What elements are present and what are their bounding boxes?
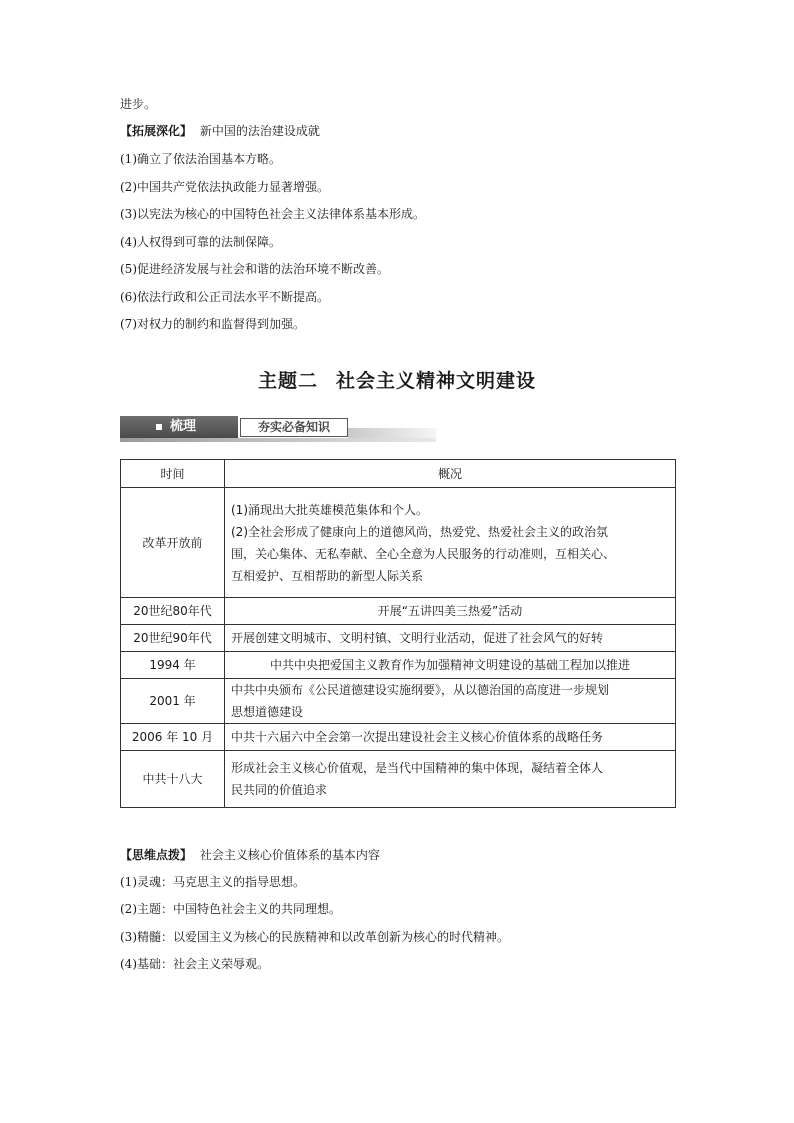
row-time: 改革开放前: [121, 488, 225, 598]
thinking-tag: 【思维点拨】: [120, 848, 193, 862]
description-line: 形成社会主义核心价值观，是当代中国精神的集中体现，凝结着全体人: [231, 761, 604, 775]
extension-title: 新中国的法治建设成就: [199, 124, 320, 138]
description-line: 开展“五讲四美三热爱”活动: [377, 604, 523, 618]
extension-item: (4)人权得到可靠的法制保障。: [120, 235, 281, 249]
section-banner: [120, 416, 436, 442]
extension-item: (1)确立了依法治国基本方略。: [120, 152, 281, 166]
description-line: 民共同的价值追求: [231, 783, 328, 797]
row-description: [225, 679, 676, 724]
table-row: [121, 652, 676, 679]
description-line: 互相爱护、互相帮助的新型人际关系: [231, 568, 424, 583]
description-line: 中共中央颁布《公民道德建设实施纲要》，从以德治国的高度进一步规划: [231, 683, 610, 697]
row-time: 2006 年 10 月: [121, 724, 225, 751]
thinking-item: (4)基础：社会主义荣辱观。: [120, 957, 269, 971]
description-line: 中共中央把爱国主义教育作为加强精神文明建设的基础工程加以推进: [269, 658, 630, 672]
table-row: [121, 679, 676, 724]
extension-item: (2)中国共产党依法执政能力显著增强。: [120, 180, 329, 194]
row-time: 2001 年: [121, 679, 225, 724]
description-line: 围，关心集体、无私奉献、全心全意为人民服务的行动准则，互相关心、: [231, 546, 616, 561]
thinking-item: (3)精髓：以爱国主义为核心的民族精神和以改革创新为核心的时代精神。: [120, 930, 510, 944]
section-title-number: 主题二: [257, 370, 318, 392]
extension-heading: [120, 123, 320, 139]
extension-item: (7)对权力的制约和监督得到加强。: [120, 317, 305, 331]
header-overview: 概况: [225, 460, 676, 488]
description-line: 开展创建文明城市、文明村镇、文明行业活动，促进了社会风气的好转: [231, 631, 604, 645]
thinking-item: (1)灵魂：马克思主义的指导思想。: [120, 875, 305, 889]
extension-item: (5)促进经济发展与社会和谐的法治环境不断改善。: [120, 262, 389, 276]
row-description: [225, 598, 676, 625]
row-time: 20世纪80年代: [121, 598, 225, 625]
extension-tag: 【拓展深化】: [120, 124, 193, 138]
history-table: [120, 459, 676, 808]
table-row: [121, 598, 676, 625]
table-header-row: [121, 460, 676, 488]
row-description: [225, 652, 676, 679]
row-description: [225, 488, 676, 598]
banner-dark-bar: [120, 416, 238, 438]
square-bullet-icon: [156, 424, 162, 430]
continuation-text: 进步。: [120, 97, 157, 111]
description-line: 中共十六届六中全会第一次提出建设社会主义核心价值体系的战略任务: [231, 730, 604, 744]
row-description: [225, 625, 676, 652]
banner-underline: [120, 438, 436, 442]
row-time: 20世纪90年代: [121, 625, 225, 652]
table-row: [121, 625, 676, 652]
header-time: 时间: [121, 460, 225, 488]
table-row: [121, 751, 676, 808]
thinking-item: (2)主题：中国特色社会主义的共同理想。: [120, 902, 341, 916]
row-description: [225, 724, 676, 751]
extension-item: (6)依法行政和公正司法水平不断提高。: [120, 290, 329, 304]
section-title-text: 社会主义精神文明建设: [336, 370, 537, 392]
row-description: [225, 751, 676, 808]
table-row: [121, 488, 676, 598]
section-title: [0, 366, 794, 393]
description-line: (2)全社会形成了健康向上的道德风尚，热爱党、热爱社会主义的政治氛: [231, 524, 609, 539]
banner-label: 梳理: [170, 419, 197, 434]
row-time: 中共十八大: [121, 751, 225, 808]
description-line: 思想道德建设: [231, 705, 304, 719]
thinking-title: 社会主义核心价值体系的基本内容: [199, 848, 380, 862]
row-time: 1994 年: [121, 652, 225, 679]
extension-item: (3)以宪法为核心的中国特色社会主义法律体系基本形成。: [120, 207, 426, 221]
thinking-heading: [120, 847, 380, 863]
description-line: (1)涌现出大批英雄模范集体和个人。: [231, 502, 428, 517]
banner-subtitle: 夯实必备知识: [240, 418, 348, 437]
table-row: [121, 724, 676, 751]
